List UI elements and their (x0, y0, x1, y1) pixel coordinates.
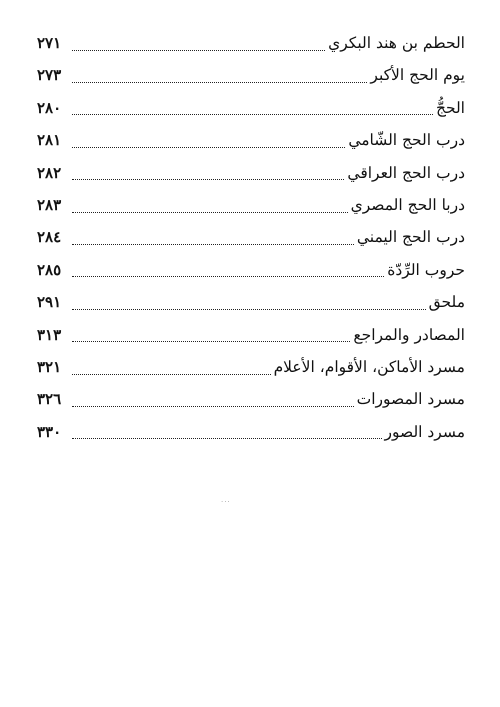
toc-entry-title: ملحق (428, 293, 465, 312)
toc-entry[interactable] (37, 59, 465, 91)
toc-entry-title: درب الحج العراقي (347, 163, 465, 182)
toc-entry-title: درب الحج الشّامي (348, 131, 465, 150)
dot-leader (72, 179, 344, 180)
table-of-contents (37, 27, 465, 448)
toc-entry-title: يوم الحج الأكبر (370, 66, 465, 85)
dot-leader (72, 244, 354, 245)
dot-leader (72, 309, 426, 310)
toc-entry-title: دربا الحج المصري (350, 195, 465, 214)
toc-entry-title: مسرد المصورات (356, 390, 465, 409)
toc-entry[interactable] (37, 351, 465, 383)
toc-entry-page: ٣١٣ (37, 325, 62, 344)
toc-entry[interactable] (37, 92, 465, 124)
toc-entry-page: ٣٢١ (37, 357, 62, 376)
toc-entry[interactable] (37, 416, 465, 448)
toc-entry-title: مسرد الصور (384, 422, 465, 441)
dot-leader (72, 406, 354, 407)
dot-leader (72, 114, 433, 115)
dot-leader (72, 341, 350, 342)
dot-leader (72, 147, 345, 148)
toc-entry-page: ٢٧٣ (37, 66, 62, 85)
toc-entry-title: المصادر والمراجع (353, 325, 465, 344)
toc-entry[interactable] (37, 27, 465, 59)
dot-leader (72, 438, 382, 439)
toc-entry-page: ٣٣٠ (37, 422, 62, 441)
toc-entry-page: ٢٨٥ (37, 260, 62, 279)
page-footer-mark: ... (221, 496, 231, 504)
toc-entry-page: ٢٨١ (37, 131, 62, 150)
toc-entry[interactable] (37, 221, 465, 253)
toc-entry-page: ٢٨٤ (37, 228, 62, 247)
toc-entry-page: ٣٢٦ (37, 390, 62, 409)
dot-leader (72, 374, 271, 375)
toc-entry[interactable] (37, 157, 465, 189)
dot-leader (72, 212, 348, 213)
toc-entry-page: ٢٩١ (37, 293, 62, 312)
toc-entry-title: الحجُّ (435, 98, 465, 117)
toc-entry-title: حروب الرِّدّة (387, 260, 465, 279)
toc-entry-title: درب الحج اليمني (356, 228, 465, 247)
toc-entry-page: ٢٨٣ (37, 195, 62, 214)
toc-entry-title: مسرد الأماكن، الأقوام، الأعلام (273, 357, 465, 376)
toc-entry-page: ٢٨٠ (37, 98, 62, 117)
toc-entry-page: ٢٨٢ (37, 163, 62, 182)
toc-entry[interactable] (37, 189, 465, 221)
toc-entry-page: ٢٧١ (37, 34, 62, 52)
toc-entry[interactable] (37, 319, 465, 351)
toc-entry[interactable] (37, 286, 465, 318)
toc-entry[interactable] (37, 383, 465, 415)
toc-entry-title: الحطم بن هند البكري (328, 34, 465, 52)
dot-leader (72, 82, 367, 83)
toc-entry[interactable] (37, 254, 465, 286)
dot-leader (72, 276, 384, 277)
toc-entry[interactable] (37, 124, 465, 156)
dot-leader (72, 50, 325, 51)
